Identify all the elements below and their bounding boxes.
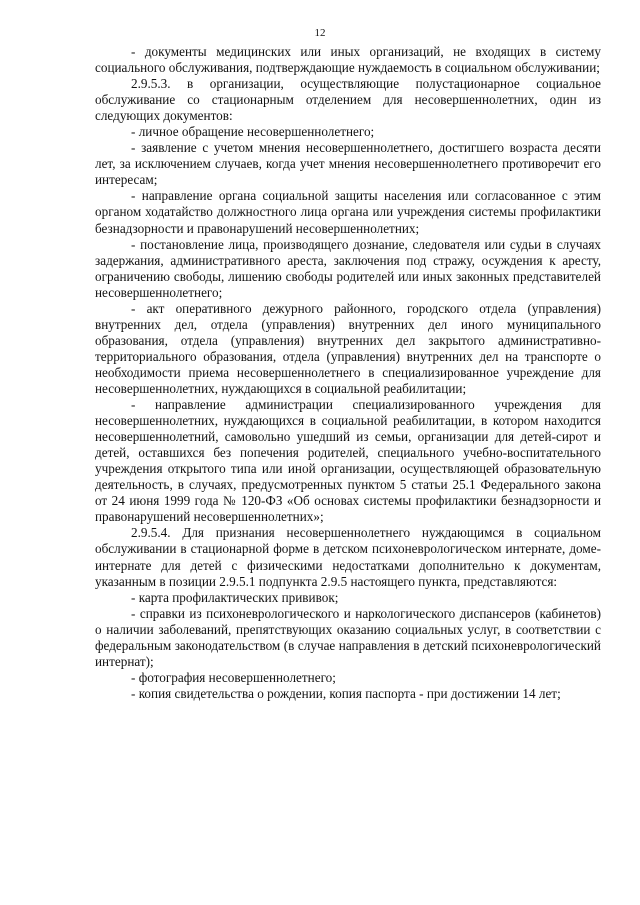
page-number: 12 <box>314 27 326 39</box>
paragraph: - постановление лица, производящего дознание, следователя или судьи в случаях задержания, административного ареста, заключения под стражу, осуждения к аресту, ограничению свободы, лишению свободы родителей или иных законных представителей несовершеннолетнего; <box>95 236 601 300</box>
paragraph: 2.9.5.3. в организации, осуществляющие полустационарное социальное обслуживание со стационарным отделением для несовершеннолетних, один из следующих документов: <box>95 76 601 124</box>
paragraph: - документы медицинских или иных организаций, не входящих в систему социального обслуживания, подтверждающие нуждаемость в социальном обслуживании; <box>95 44 601 76</box>
paragraph: - заявление с учетом мнения несовершеннолетнего, достигшего возраста десяти лет, за исключением случаев, когда учет мнения несовершеннолетнего противоречит его интересам; <box>95 140 601 188</box>
paragraph: - направление органа социальной защиты населения или согласованное с этим органом ходатайство должностного лица органа или учреждения системы профилактики безнадзорности и правонарушений несовершеннолетних; <box>95 188 601 236</box>
paragraph: 2.9.5.4. Для признания несовершеннолетнего нуждающимся в социальном обслуживании в стационарной форме в детском психоневрологическом интернате, доме-интернате для детей с физическими недостатками дополнительно к документам, указанным в позиции 2.9.5.1 подпункта 2.9.5 настоящего пункта, представляются: <box>95 525 601 589</box>
paragraph: - фотография несовершеннолетнего; <box>131 669 336 685</box>
paragraph: - копия свидетельства о рождении, копия паспорта - при достижении 14 лет; <box>131 685 561 701</box>
document-body <box>95 44 601 702</box>
paragraph: - личное обращение несовершеннолетнего; <box>131 124 375 140</box>
paragraph: - направление администрации специализированного учреждения для несовершеннолетних, нуждающихся в социальной реабилитации, в котором находится несовершеннолетний, самовольно ушедший из семьи, организации для детей-сирот и детей, оставшихся без попечения родителей, специального учебно-воспитательного учреждения открытого типа или иной организации, осуществляющей образовательную деятельность, в случаях, предусмотренных пунктом 5 статьи 25.1 Федерального закона от 24 июня 1999 года № 120-ФЗ «Об основах системы профилактики безнадзорности и правонарушений несовершеннолетних»; <box>95 397 601 525</box>
paragraph: - справки из психоневрологического и наркологического диспансеров (кабинетов) о наличии заболеваний, препятствующих оказанию социальных услуг, в соответствии с федеральным законодательством (в случае направления в детский психоневрологический интернат); <box>95 605 601 669</box>
paragraph: - карта профилактических прививок; <box>131 589 339 605</box>
paragraph: - акт оперативного дежурного районного, городского отдела (управления) внутренних дел, отдела (управления) внутренних дел иного муниципального образования, отдела (управления) внутренних дел закрытого административно-территориального образования, отдела (управления) внутренних дел на транспорте о необходимости приема несовершеннолетнего в специализированное учреждение для несовершеннолетних, нуждающихся в социальной реабилитации; <box>95 300 601 396</box>
